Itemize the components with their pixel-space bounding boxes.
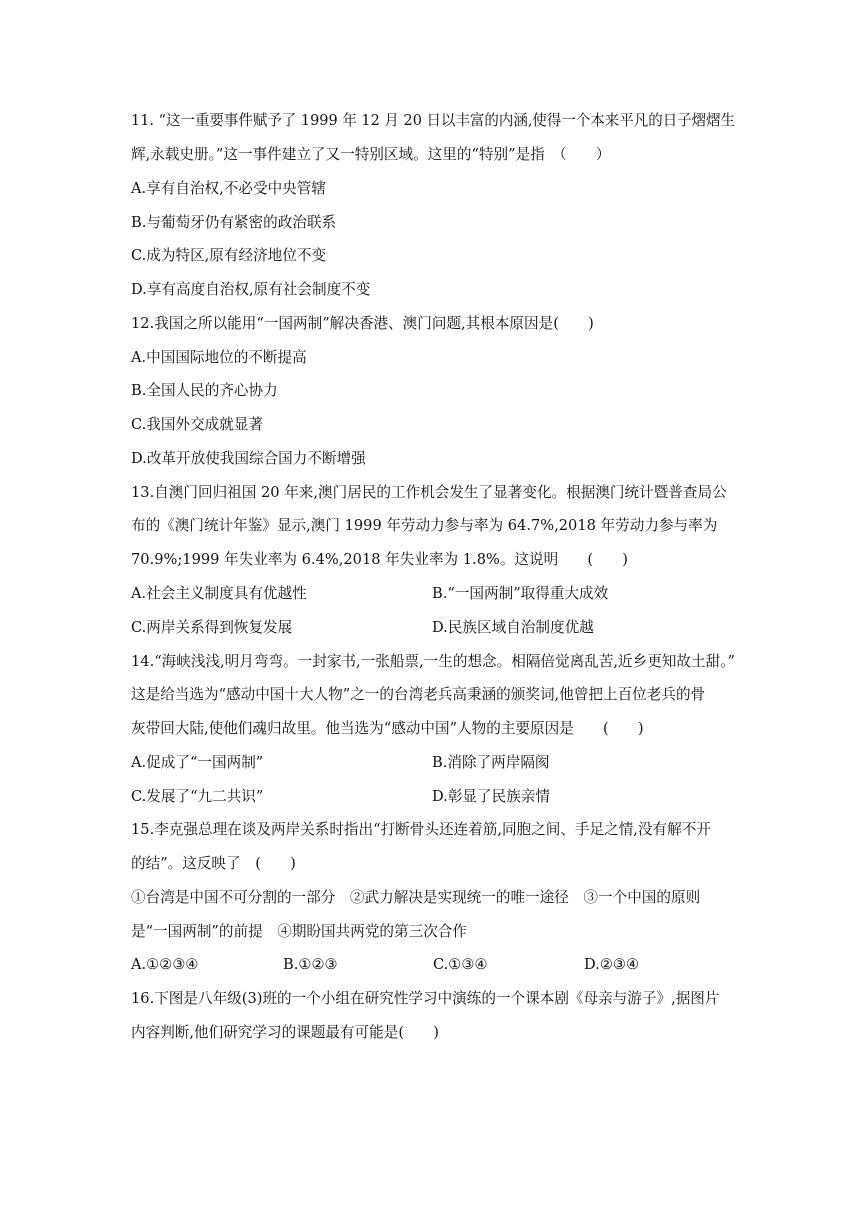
question-14-stem-line-1: 14.“海峡浅浅,明月弯弯。一封家书,一张船票,一生的想念。相隔倍觉离乱苦,近乡更知故土甜。”	[131, 653, 735, 670]
question-16-stem-line-2: 内容判断,他们研究学习的课题最有可能是( )	[131, 1024, 439, 1041]
question-12-option-d: D.改革开放使我国综合国力不断增强	[131, 450, 366, 467]
question-14-option-b: B.消除了两岸隔阂	[432, 754, 550, 771]
question-15-option-a: A.①②③④	[131, 956, 199, 973]
question-15-statements-line-2: 是“一国两制”的前提 ④期盼国共两党的第三次合作	[131, 923, 467, 940]
question-13-option-c: C.两岸关系得到恢复发展	[131, 619, 293, 636]
question-11-option-a: A.享有自治权,不必受中央管辖	[131, 180, 326, 197]
question-15-option-d: D.②③④	[584, 956, 640, 973]
question-15-stem-line-2: 的结”。这反映了 ( )	[131, 855, 296, 872]
question-14-option-a: A.促成了“一国两制”	[131, 754, 264, 771]
question-13-stem-line-2: 布的《澳门统计年鉴》显示,澳门 1999 年劳动力参与率为 64.7%,2018 年劳动力参与率为	[131, 517, 718, 534]
question-15-option-b: B.①②③	[283, 956, 338, 973]
question-11-option-d: D.享有高度自治权,原有社会制度不变	[131, 281, 371, 298]
question-14-option-c: C.发展了“九二共识”	[131, 788, 264, 805]
question-15-option-c: C.①③④	[433, 956, 488, 973]
question-13-stem-line-3: 70.9%;1999 年失业率为 6.4%,2018 年失业率为 1.8%。这说明 ( )	[131, 551, 628, 568]
question-13-option-d: D.民族区域自治制度优越	[432, 619, 594, 636]
question-14-stem-line-3: 灰带回大陆,使他们魂归故里。他当选为“感动中国”人物的主要原因是 ( )	[131, 720, 644, 737]
question-11-option-c: C.成为特区,原有经济地位不变	[131, 247, 327, 264]
question-11-stem-line-2: 辉,永载史册。”这一事件建立了又一特别区域。这里的“特别”是指 （ ）	[131, 146, 611, 163]
question-11-option-b: B.与葡萄牙仍有紧密的政治联系	[131, 214, 337, 231]
question-12-stem-line-1: 12.我国之所以能用“一国两制”解决香港、澳门问题,其根本原因是( )	[131, 315, 594, 332]
question-12-option-a: A.中国国际地位的不断提高	[131, 349, 307, 366]
question-13-option-a: A.社会主义制度具有优越性	[131, 585, 307, 602]
question-13-stem-line-1: 13.自澳门回归祖国 20 年来,澳门居民的工作机会发生了显著变化。根据澳门统计暨普查局公	[131, 484, 727, 501]
question-12-option-b: B.全国人民的齐心协力	[131, 382, 278, 399]
question-15-stem-line-1: 15.李克强总理在谈及两岸关系时指出“打断骨头还连着筋,同胞之间、手足之情,没有解不开	[131, 821, 711, 838]
question-12-option-c: C.我国外交成就显著	[131, 416, 264, 433]
question-15-statements-line-1: ①台湾是中国不可分割的一部分 ②武力解决是实现统一的唯一途径 ③一个中国的原则	[131, 889, 701, 906]
question-14-option-d: D.彰显了民族亲情	[432, 788, 550, 805]
question-14-stem-line-2: 这是给当选为“感动中国十大人物”之一的台湾老兵高秉涵的颁奖词,他曾把上百位老兵的骨	[131, 686, 706, 703]
question-13-option-b: B.“一国两制”取得重大成效	[432, 585, 609, 602]
question-11-stem-line-1: 11. “这一重要事件赋予了 1999 年 12 月 20 日以丰富的内涵,使得一个本来平凡的日子熠熠生	[131, 112, 736, 129]
question-16-stem-line-1: 16.下图是八年级(3)班的一个小组在研究性学习中演练的一个课本剧《母亲与游子》,据图片	[131, 990, 720, 1007]
